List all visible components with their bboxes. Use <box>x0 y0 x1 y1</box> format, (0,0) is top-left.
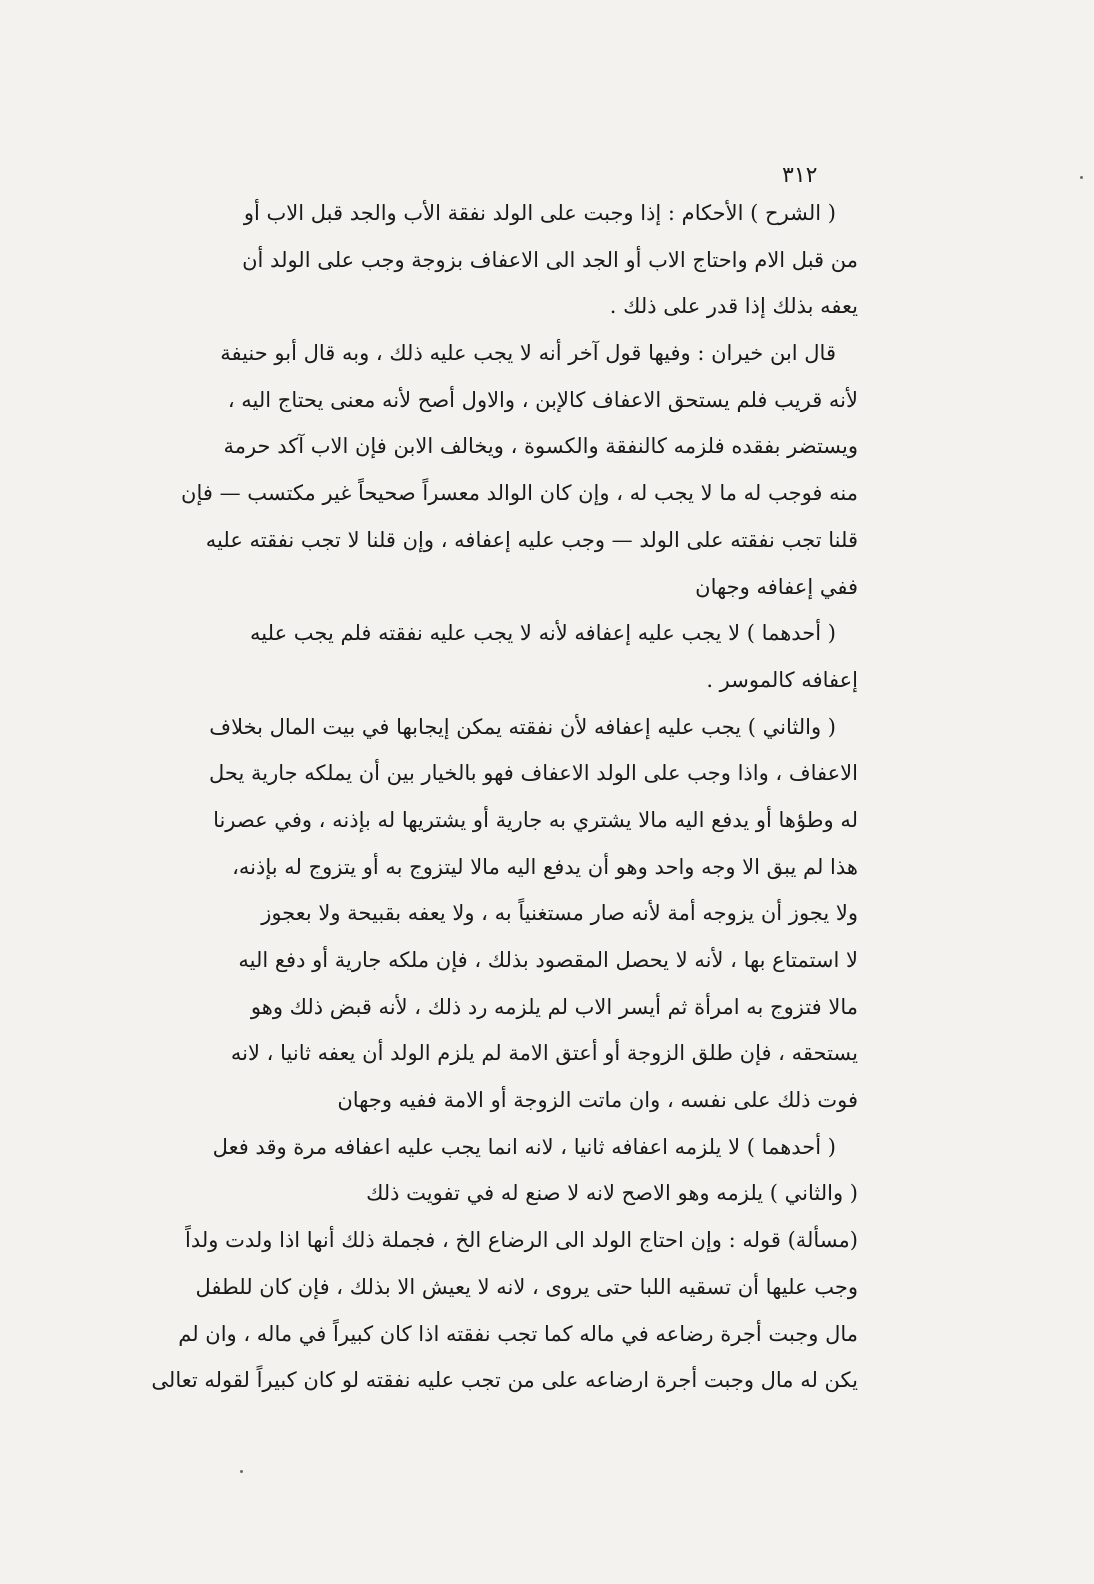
text-line: يعفه بذلك إذا قدر على ذلك . <box>609 294 858 319</box>
body-text <box>140 190 858 1404</box>
text-line: لأنه قريب فلم يستحق الاعفاف كالإبن ، والاول أصح لأنه معنى يحتاج اليه ، <box>227 387 858 412</box>
text-line: منه فوجب له ما لا يجب له ، وإن كان الوالد معسراً صحيحاً غير مكتسب — فإن <box>181 481 858 506</box>
scan-speck <box>240 1470 243 1473</box>
text-line: هذا لم يبق الا وجه واحد وهو أن يدفع اليه مالا ليتزوج به أو يتزوج له بإذنه، <box>232 854 858 879</box>
text-line: له وطؤها أو يدفع اليه مالا يشتري به جارية أو يشتريها له بإذنه ، وفي عصرنا <box>213 807 858 832</box>
text-line: ( الشرح ) الأحكام : إذا وجبت على الولد نفقة الأب والجد قبل الاب أو <box>243 201 836 225</box>
text-line: يستحقه ، فإن طلق الزوجة أو أعتق الامة لم يلزم الولد أن يعفه ثانيا ، لانه <box>230 1041 858 1066</box>
text-line: الاعفاف ، واذا وجب على الولد الاعفاف فهو بالخيار بين أن يملكه جارية يحل <box>208 761 858 786</box>
text-line: من قبل الام واحتاج الاب أو الجد الى الاعفاف بزوجة وجب على الولد أن <box>242 247 858 272</box>
text-line: ( أحدهما ) لا يجب عليه إعفافه لأنه لا يجب عليه نفقته فلم يجب عليه <box>250 621 836 646</box>
text-line: ( والثاني ) يلزمه وهو الاصح لانه لا صنع له في تفويت ذلك <box>366 1181 858 1206</box>
text-line: مال وجبت أجرة رضاعه في ماله كما تجب نفقته اذا كان كبيراً في ماله ، وان لم <box>178 1321 858 1346</box>
text-line: قال ابن خيران : وفيها قول آخر أنه لا يجب عليه ذلك ، وبه قال أبو حنيفة <box>220 341 836 366</box>
text-line: ففي إعفافه وجهان <box>695 574 858 599</box>
text-line: قلنا تجب نفقته على الولد — وجب عليه إعفافه ، وإن قلنا لا تجب نفقته عليه <box>205 527 858 552</box>
text-line: مالا فتزوج به امرأة ثم أيسر الاب لم يلزمه رد ذلك ، لأنه قبض ذلك وهو <box>250 994 858 1019</box>
text-line: وجب عليها أن تسقيه اللبا حتى يروى ، لانه لا يعيش الا بذلك ، فإن كان للطفل <box>195 1274 858 1299</box>
text-line: إعفافه كالموسر . <box>706 667 858 692</box>
text-line: ( والثاني ) يجب عليه إعفافه لأن نفقته يمكن إيجابها في بيت المال بخلاف <box>209 714 836 739</box>
text-line: ولا يجوز أن يزوجه أمة لأنه صار مستغنياً به ، ولا يعفه بقبيحة ولا بعجوز <box>261 901 858 926</box>
text-line: (مسألة) قوله : وإن احتاج الولد الى الرضاع الخ ، فجملة ذلك أنها اذا ولدت ولداً <box>185 1228 858 1253</box>
scan-speck <box>1080 176 1083 179</box>
text-line: ويستضر بفقده فلزمه كالنفقة والكسوة ، ويخالف الابن فإن الاب آكد حرمة <box>223 434 858 459</box>
text-line: يكن له مال وجبت أجرة ارضاعه على من تجب عليه نفقته لو كان كبيراً لقوله تعالى <box>151 1368 858 1393</box>
text-line: لا استمتاع بها ، لأنه لا يحصل المقصود بذلك ، فإن ملكه جارية أو دفع اليه <box>238 948 858 972</box>
text-line: فوت ذلك على نفسه ، وان ماتت الزوجة أو الامة ففيه وجهان <box>337 1088 858 1113</box>
text-line: ( أحدهما ) لا يلزمه اعفافه ثانيا ، لانه انما يجب عليه اعفافه مرة وقد فعل <box>212 1134 836 1159</box>
page-number: ٣١٢ <box>782 163 818 188</box>
